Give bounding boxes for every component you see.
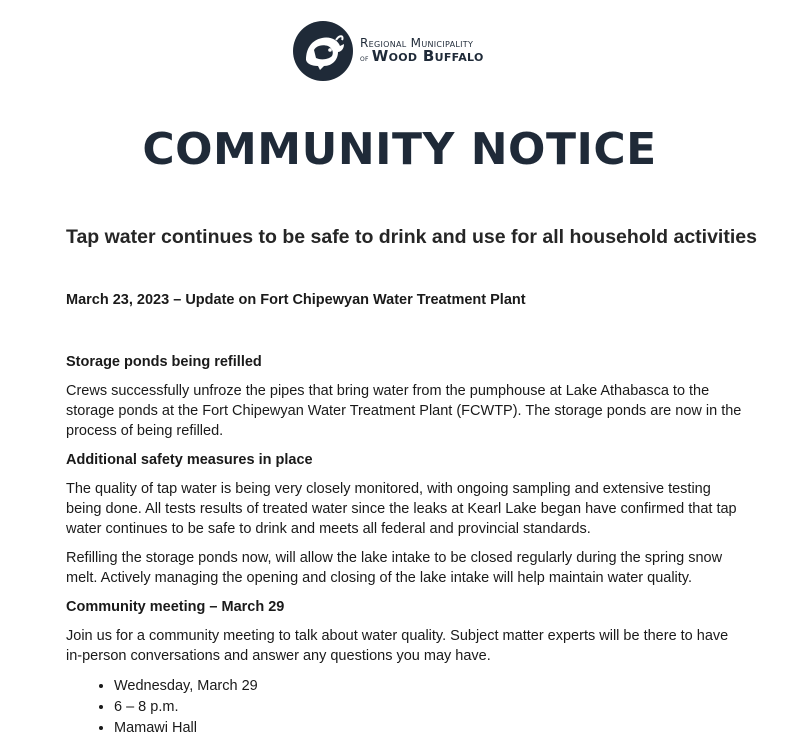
section-heading-meeting: Community meeting – March 29: [66, 599, 285, 615]
dateline-headline: Update on Fort Chipewyan Water Treatment Plant: [185, 292, 526, 308]
notice-subtitle: Tap water continues to be safe to drink and use for all household activities: [66, 226, 757, 248]
notice-body: [66, 290, 746, 739]
dateline-date: March 23, 2023: [66, 292, 170, 308]
list-item: • Wednesday, March 29: [114, 676, 746, 696]
section-paragraph: Join us for a community meeting to talk about water quality. Subject matter experts will be there to have in-person conversations and answer any questions you may have.: [66, 628, 729, 664]
org-name-line2: [360, 49, 484, 65]
section-heading-safety: Additional safety measures in place: [66, 452, 313, 468]
section-paragraph: The quality of tap water is being very closely monitored, with ongoing sampling and extensive testing being done. All tests results of treated water since the leaks at Kearl Lake began have confirmed that tap water continues to be safe to drink and meets all federal and provincial standards.: [66, 481, 737, 537]
buffalo-logo-icon: [292, 20, 354, 82]
dateline-separator: –: [169, 292, 186, 308]
section-paragraph: Refilling the storage ponds now, will allow the lake intake to be closed regularly during the spring snow melt. Actively managing the opening and closing of the lake intake will help maintain water quality.: [66, 550, 723, 586]
org-name-main: Wood Buffalo: [371, 47, 484, 66]
org-name-line1: Regional Municipality: [360, 35, 474, 50]
list-item: • 6 – 8 p.m.: [114, 697, 746, 717]
notice-title: COMMUNITY NOTICE: [142, 124, 657, 175]
org-of: of: [360, 54, 369, 65]
dateline: [66, 290, 746, 310]
section-heading-storage: Storage ponds being refilled: [66, 354, 262, 370]
section-paragraph: Crews successfully unfroze the pipes that bring water from the pumphouse at Lake Athabasca to the storage ponds at the Fort Chipewyan Water Treatment Plant (FCWTP). The storage ponds are now in the process of being refilled.: [66, 383, 742, 439]
meeting-details-list: [66, 676, 746, 738]
list-item: • Mamawi Hall: [114, 718, 746, 738]
municipality-logo: [292, 20, 484, 82]
